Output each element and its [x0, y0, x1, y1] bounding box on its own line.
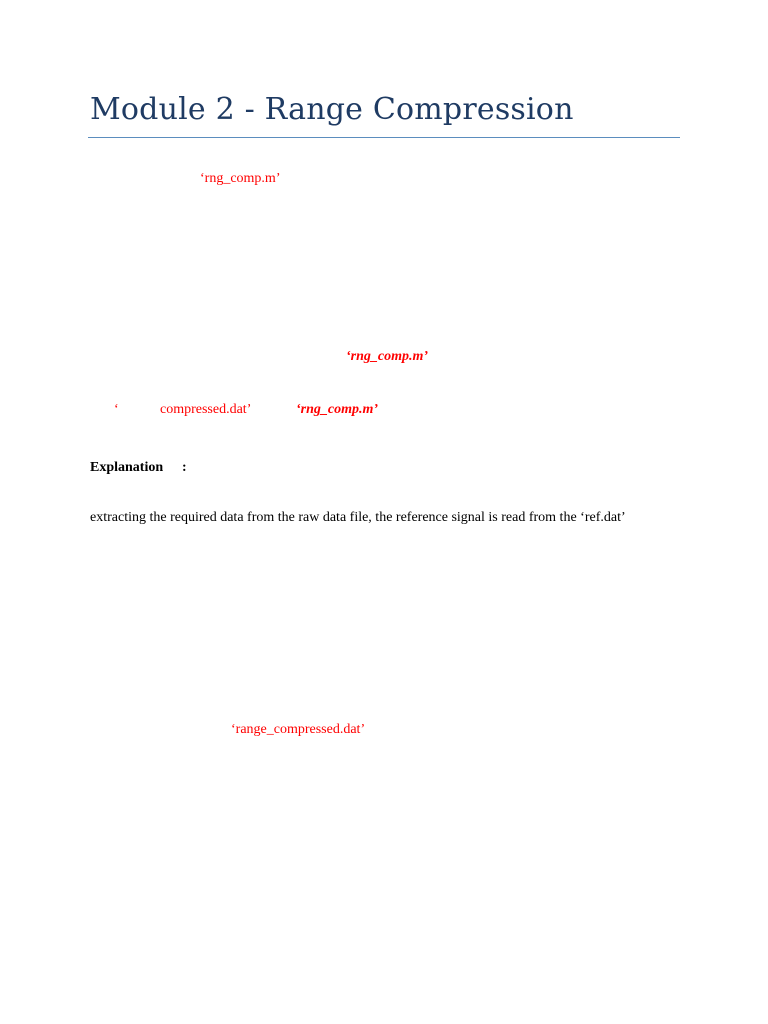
page-title: Module 2 - Range Compression	[90, 92, 574, 127]
file-ref-rng-comp-bold: ‘rng_comp.m’	[346, 349, 429, 364]
file-ref-range-compressed-dat: ‘range_compressed.dat’	[231, 722, 366, 737]
explanation-paragraph: extracting the required data from the raw data file, the reference signal is read from the ‘ref.dat’	[90, 510, 626, 525]
file-ref-rng-comp-bold-2: ‘rng_comp.m’	[296, 402, 379, 417]
title-underline	[88, 137, 680, 138]
file-ref-rng-comp: ‘rng_comp.m’	[200, 171, 281, 186]
explanation-colon: :	[182, 460, 187, 475]
explanation-heading: Explanation	[90, 460, 164, 475]
open-quote: ‘	[114, 402, 119, 417]
file-ref-compressed-dat: compressed.dat’	[160, 402, 252, 417]
